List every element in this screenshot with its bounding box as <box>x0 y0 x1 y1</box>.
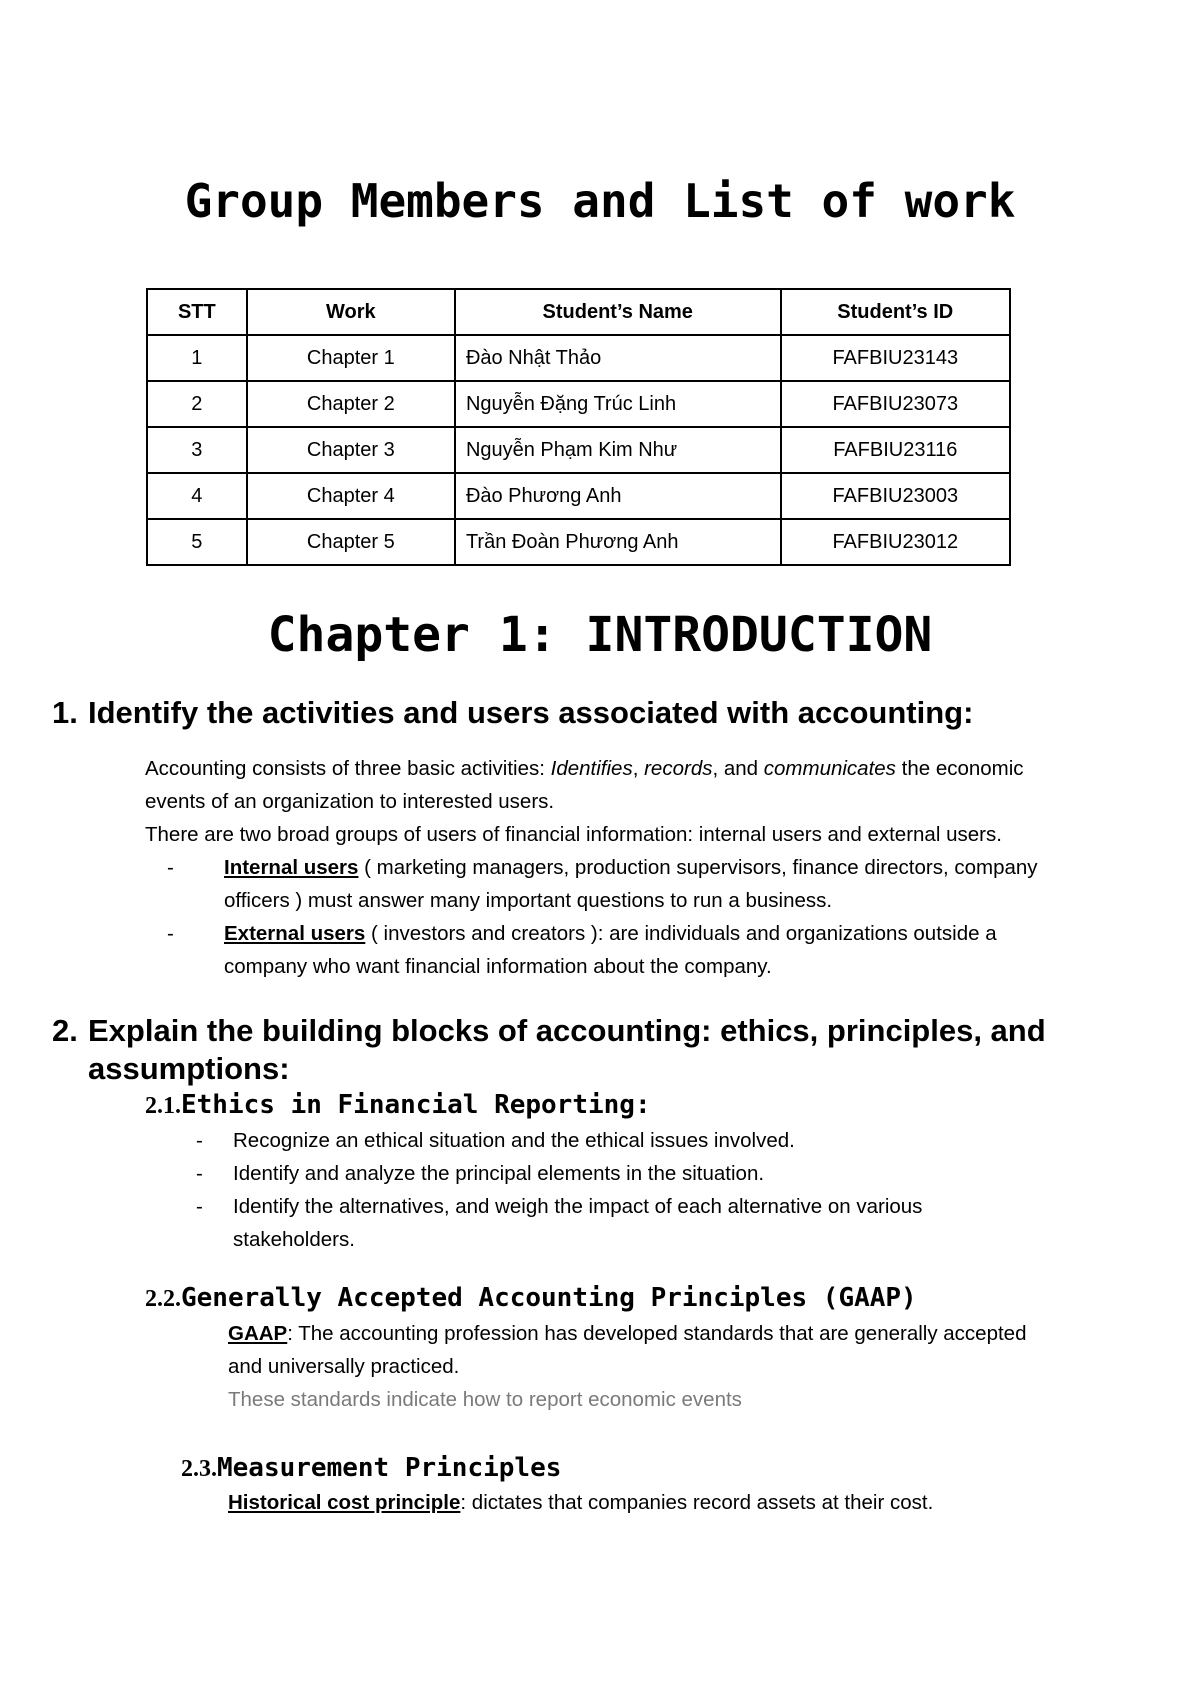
subsection-2-3-number: 2.3. <box>181 1456 217 1482</box>
bullet-text: Identify and analyze the principal elements in the situation. <box>233 1162 765 1185</box>
term-historical-cost-principle: Historical cost principle <box>228 1491 461 1514</box>
section-2-heading <box>52 1012 1046 1088</box>
text-run: : The accounting profession has developed standards that are generally accepted <box>287 1322 1027 1345</box>
bullet-text <box>233 1190 1133 1256</box>
term-communicates: communicates <box>763 757 896 780</box>
section-1-paragraph-1 <box>145 752 1105 851</box>
header-stt: STT <box>147 289 247 335</box>
bullet-dash: - <box>196 1162 203 1185</box>
text-run: , and <box>712 757 764 780</box>
table-row <box>147 473 1010 519</box>
bullet-dash: - <box>167 856 174 879</box>
table-row <box>147 335 1010 381</box>
cell-id: FAFBIU23003 <box>781 473 1010 519</box>
cell-id: FAFBIU23073 <box>781 381 1010 427</box>
subsection-2-3-heading-text: Measurement Principles <box>217 1453 562 1483</box>
cell-stt: 3 <box>147 427 247 473</box>
section-2-heading-line-1: Explain the building blocks of accounting: ethics, principles, and <box>88 1013 1046 1048</box>
section-1-paragraph-2: There are two broad groups of users of financial information: internal users and external users. <box>145 823 1002 846</box>
section-1-heading <box>52 694 973 732</box>
chapter-title: Chapter 1: INTRODUCTION <box>267 607 933 663</box>
table-header-row <box>147 289 1010 335</box>
members-table <box>146 288 1011 566</box>
text-run: and universally practiced. <box>228 1355 460 1378</box>
bullet-dash: - <box>196 1195 203 1218</box>
cell-id: FAFBIU23143 <box>781 335 1010 381</box>
text-run: company who want financial information about the company. <box>224 955 772 978</box>
section-1-number: 1. <box>52 695 78 730</box>
subsection-2-1-heading <box>145 1090 651 1120</box>
cell-work: Chapter 3 <box>247 427 455 473</box>
text-run: ( marketing managers, production supervisors, finance directors, company <box>358 856 1038 879</box>
historical-cost-paragraph <box>228 1486 1108 1519</box>
text-run: officers ) must answer many important questions to run a business. <box>224 889 833 912</box>
cell-id: FAFBIU23012 <box>781 519 1010 565</box>
section-1-heading-text: Identify the activities and users associated with accounting: <box>88 695 974 730</box>
cell-name: Nguyễn Phạm Kim Như <box>455 427 781 473</box>
header-work: Work <box>247 289 455 335</box>
bullet-dash: - <box>167 922 174 945</box>
cell-name: Đào Phương Anh <box>455 473 781 519</box>
subsection-2-1-number: 2.1. <box>145 1093 181 1119</box>
text-run: stakeholders. <box>233 1228 355 1251</box>
term-records: records <box>644 757 713 780</box>
term-internal-users: Internal users <box>224 856 359 879</box>
text-run: events of an organization to interested users. <box>145 790 555 813</box>
term-identifies: Identifies <box>550 757 633 780</box>
cell-stt: 1 <box>147 335 247 381</box>
bullet-text <box>224 851 1124 917</box>
table-row <box>147 519 1010 565</box>
cell-stt: 5 <box>147 519 247 565</box>
text-run: the economic <box>895 757 1024 780</box>
bullet-text <box>224 917 1124 983</box>
subsection-2-2-number: 2.2. <box>145 1286 181 1312</box>
term-external-users: External users <box>224 922 366 945</box>
cell-work: Chapter 1 <box>247 335 455 381</box>
cell-name: Đào Nhật Thảo <box>455 335 781 381</box>
table-row <box>147 427 1010 473</box>
gaap-paragraph <box>228 1317 1108 1416</box>
page-title: Group Members and List of work <box>184 174 1016 228</box>
subsection-2-1-heading-text: Ethics in Financial Reporting: <box>181 1090 651 1120</box>
header-student-name: Student’s Name <box>455 289 781 335</box>
cell-stt: 4 <box>147 473 247 519</box>
cell-name: Trần Đoàn Phương Anh <box>455 519 781 565</box>
header-student-id: Student’s ID <box>781 289 1010 335</box>
bullet-dash: - <box>196 1129 203 1152</box>
text-run: Accounting consists of three basic activities: <box>145 757 551 780</box>
text-run: ( investors and creators ): are individuals and organizations outside a <box>365 922 997 945</box>
cell-id: FAFBIU23116 <box>781 427 1010 473</box>
text-run: Identify the alternatives, and weigh the impact of each alternative on various <box>233 1195 923 1218</box>
cell-work: Chapter 5 <box>247 519 455 565</box>
text-run: , <box>632 757 645 780</box>
cell-work: Chapter 2 <box>247 381 455 427</box>
subsection-2-2-heading-text: Generally Accepted Accounting Principles (GAAP) <box>181 1283 917 1313</box>
table-row <box>147 381 1010 427</box>
cell-name: Nguyễn Đặng Trúc Linh <box>455 381 781 427</box>
section-2-number: 2. <box>52 1013 78 1048</box>
subsection-2-2-heading <box>145 1283 917 1313</box>
subsection-2-3-heading <box>181 1453 561 1483</box>
section-2-heading-line-2: assumptions: <box>88 1051 290 1086</box>
text-run: : dictates that companies record assets at their cost. <box>460 1491 934 1514</box>
gaap-note: These standards indicate how to report economic events <box>228 1388 742 1411</box>
term-gaap: GAAP <box>228 1322 288 1345</box>
cell-stt: 2 <box>147 381 247 427</box>
cell-work: Chapter 4 <box>247 473 455 519</box>
bullet-text: Recognize an ethical situation and the ethical issues involved. <box>233 1129 795 1152</box>
